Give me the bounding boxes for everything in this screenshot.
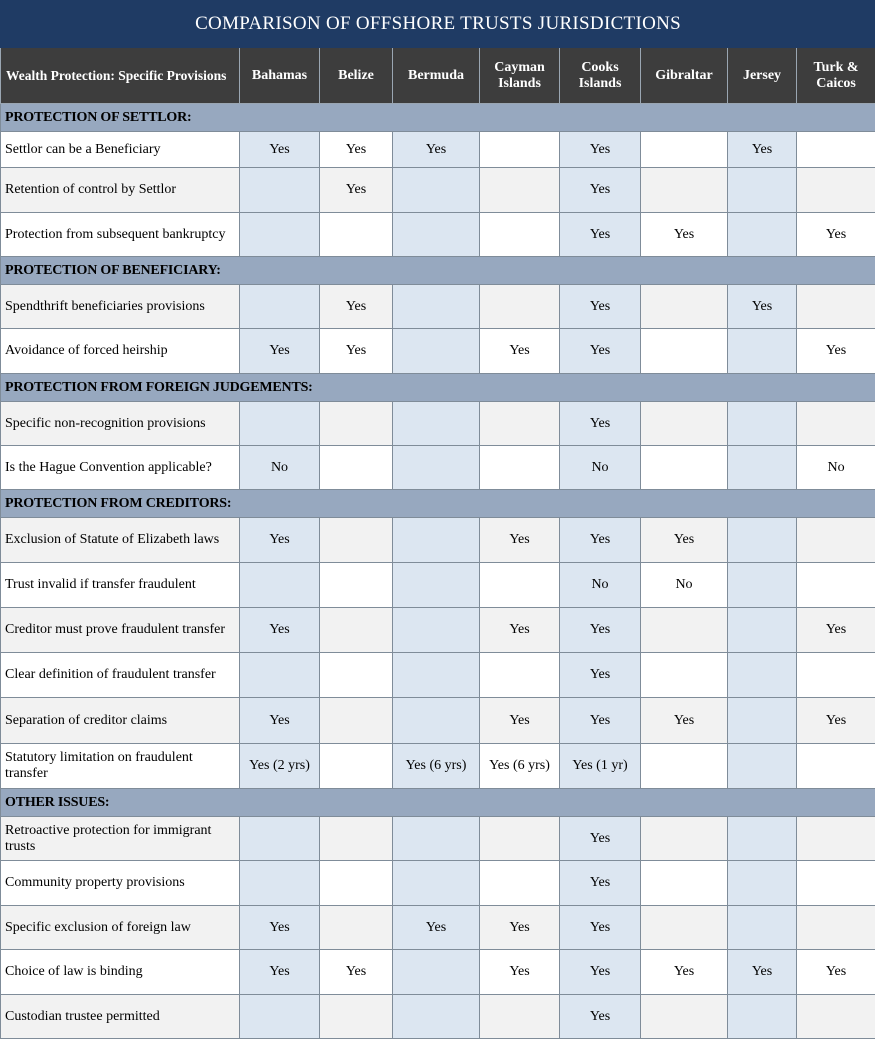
table-cell: Yes (728, 950, 797, 995)
table-body (1, 1, 875, 1039)
table-row (1, 995, 875, 1039)
table-cell (320, 906, 393, 950)
table-cell: Yes (560, 653, 641, 698)
table-cell (797, 285, 875, 329)
table-cell (393, 285, 480, 329)
table-cell: Yes (797, 213, 875, 257)
column-header: Gibraltar (641, 48, 728, 104)
table-cell: Yes (560, 608, 641, 653)
table-cell (641, 653, 728, 698)
table-cell (728, 518, 797, 563)
table-cell (641, 168, 728, 213)
table-cell (797, 168, 875, 213)
section-title: PROTECTION OF SETTLOR: (1, 104, 875, 132)
table-cell: Yes (560, 402, 641, 446)
table-cell: Yes (480, 329, 560, 374)
table-cell (641, 285, 728, 329)
header-row (1, 48, 875, 104)
table-cell (728, 329, 797, 374)
table-cell: Yes (393, 132, 480, 168)
table-cell: Yes (560, 168, 641, 213)
table-cell: Yes (797, 950, 875, 995)
table-cell: Yes (240, 698, 320, 744)
table-cell: Yes (240, 329, 320, 374)
row-label: Protection from subsequent bankruptcy (1, 213, 240, 257)
table-cell: Yes (797, 608, 875, 653)
table-row (1, 285, 875, 329)
row-label: Is the Hague Convention applicable? (1, 446, 240, 490)
table-cell (240, 817, 320, 861)
row-label: Avoidance of forced heirship (1, 329, 240, 374)
table-cell: Yes (797, 329, 875, 374)
table-cell (393, 329, 480, 374)
table-cell (240, 563, 320, 608)
table-cell: No (560, 446, 641, 490)
table-cell (797, 563, 875, 608)
table-row (1, 168, 875, 213)
section-header-row (1, 104, 875, 132)
table-cell (728, 402, 797, 446)
table-cell (480, 653, 560, 698)
table-row (1, 446, 875, 490)
column-header: Bermuda (393, 48, 480, 104)
table-cell: Yes (641, 698, 728, 744)
table-cell (480, 285, 560, 329)
table-cell (480, 817, 560, 861)
table-row (1, 402, 875, 446)
table-cell: Yes (560, 132, 641, 168)
table-cell (393, 446, 480, 490)
table-cell: Yes (480, 518, 560, 563)
table-cell: Yes (560, 285, 641, 329)
table-cell (728, 744, 797, 789)
column-header: Wealth Protection: Specific Provisions (1, 48, 240, 104)
column-header: Cayman Islands (480, 48, 560, 104)
table-cell (641, 906, 728, 950)
table-cell (797, 653, 875, 698)
table-cell (320, 653, 393, 698)
row-label: Separation of creditor claims (1, 698, 240, 744)
table-cell (320, 213, 393, 257)
table-cell: Yes (641, 950, 728, 995)
table-cell: Yes (6 yrs) (480, 744, 560, 789)
table-cell (240, 168, 320, 213)
column-header: Turk & Caicos (797, 48, 875, 104)
section-header-row (1, 490, 875, 518)
table-cell: No (240, 446, 320, 490)
table-cell (797, 518, 875, 563)
table-cell (240, 285, 320, 329)
section-header-row (1, 257, 875, 285)
table-cell: Yes (320, 168, 393, 213)
table-cell (393, 402, 480, 446)
table-cell (641, 995, 728, 1039)
table-cell (728, 446, 797, 490)
table-cell: Yes (560, 906, 641, 950)
table-cell (320, 446, 393, 490)
table-row (1, 329, 875, 374)
table-cell (480, 213, 560, 257)
table-cell (393, 653, 480, 698)
table-cell (393, 608, 480, 653)
column-header: Cooks Islands (560, 48, 641, 104)
table-cell: Yes (560, 950, 641, 995)
table-cell: No (641, 563, 728, 608)
row-label: Retention of control by Settlor (1, 168, 240, 213)
table-cell: No (797, 446, 875, 490)
table-cell: Yes (2 yrs) (240, 744, 320, 789)
table-cell (393, 518, 480, 563)
table-cell (393, 213, 480, 257)
table-cell: Yes (560, 329, 641, 374)
table-cell: Yes (1 yr) (560, 744, 641, 789)
table-cell (641, 446, 728, 490)
table-cell: Yes (240, 608, 320, 653)
table-cell: Yes (240, 132, 320, 168)
column-header: Bahamas (240, 48, 320, 104)
table-cell (320, 995, 393, 1039)
table-row (1, 698, 875, 744)
row-label: Clear definition of fraudulent transfer (1, 653, 240, 698)
table-row (1, 906, 875, 950)
table-row (1, 653, 875, 698)
table-cell: Yes (393, 906, 480, 950)
row-label: Creditor must prove fraudulent transfer (1, 608, 240, 653)
row-label: Settlor can be a Beneficiary (1, 132, 240, 168)
table-cell (320, 817, 393, 861)
row-label: Choice of law is binding (1, 950, 240, 995)
table-cell (728, 861, 797, 906)
section-title: PROTECTION OF BENEFICIARY: (1, 257, 875, 285)
table-cell (393, 861, 480, 906)
table-cell (728, 995, 797, 1039)
table-cell (393, 950, 480, 995)
table-cell (393, 563, 480, 608)
table-cell (480, 995, 560, 1039)
table-cell (797, 132, 875, 168)
table-row (1, 563, 875, 608)
table-cell: Yes (560, 698, 641, 744)
table-cell (480, 132, 560, 168)
table-cell (480, 402, 560, 446)
table-row (1, 213, 875, 257)
table-cell: Yes (480, 906, 560, 950)
table-row (1, 950, 875, 995)
table-cell (728, 698, 797, 744)
section-title: OTHER ISSUES: (1, 789, 875, 817)
table-cell (320, 861, 393, 906)
table-cell (320, 402, 393, 446)
table-cell (320, 698, 393, 744)
title-row (1, 1, 875, 48)
table-cell (641, 608, 728, 653)
table-cell (728, 213, 797, 257)
table-cell (240, 402, 320, 446)
table-cell (393, 817, 480, 861)
table-cell (320, 518, 393, 563)
table-cell (393, 995, 480, 1039)
table-cell: Yes (240, 906, 320, 950)
table-cell (641, 744, 728, 789)
row-label: Trust invalid if transfer fraudulent (1, 563, 240, 608)
table-cell (393, 698, 480, 744)
row-label: Community property provisions (1, 861, 240, 906)
table-cell (240, 861, 320, 906)
table-cell (797, 995, 875, 1039)
table-cell: Yes (480, 608, 560, 653)
table-cell (240, 995, 320, 1039)
section-title: PROTECTION FROM CREDITORS: (1, 490, 875, 518)
table-cell (240, 653, 320, 698)
table-cell (797, 402, 875, 446)
table-cell (728, 906, 797, 950)
table-cell: Yes (797, 698, 875, 744)
table-cell (641, 861, 728, 906)
section-title: PROTECTION FROM FOREIGN JUDGEMENTS: (1, 374, 875, 402)
row-label: Exclusion of Statute of Elizabeth laws (1, 518, 240, 563)
table-cell: Yes (728, 132, 797, 168)
table-cell: Yes (560, 861, 641, 906)
table-cell (320, 608, 393, 653)
row-label: Custodian trustee permitted (1, 995, 240, 1039)
column-header: Belize (320, 48, 393, 104)
table-cell: Yes (320, 132, 393, 168)
row-label: Specific non-recognition provisions (1, 402, 240, 446)
table-cell: Yes (240, 950, 320, 995)
table-title: COMPARISON OF OFFSHORE TRUSTS JURISDICTIONS (1, 1, 875, 48)
table-cell: No (560, 563, 641, 608)
row-label: Specific exclusion of foreign law (1, 906, 240, 950)
table-cell: Yes (6 yrs) (393, 744, 480, 789)
table-row (1, 518, 875, 563)
table-cell: Yes (480, 950, 560, 995)
table-cell (728, 168, 797, 213)
section-header-row (1, 374, 875, 402)
table-cell (728, 608, 797, 653)
table-cell: Yes (560, 995, 641, 1039)
section-header-row (1, 789, 875, 817)
row-label: Spendthrift beneficiaries provisions (1, 285, 240, 329)
table-cell: Yes (320, 285, 393, 329)
table-cell (728, 653, 797, 698)
table-row (1, 132, 875, 168)
column-header: Jersey (728, 48, 797, 104)
table-cell (797, 817, 875, 861)
table-cell: Yes (728, 285, 797, 329)
table-cell: Yes (641, 213, 728, 257)
table-cell (240, 213, 320, 257)
table-row (1, 744, 875, 789)
table-cell (641, 402, 728, 446)
table-cell: Yes (320, 950, 393, 995)
table-cell (480, 168, 560, 213)
table-cell (728, 563, 797, 608)
table-cell (480, 446, 560, 490)
table-cell (797, 744, 875, 789)
table-cell (320, 744, 393, 789)
table-row (1, 861, 875, 906)
row-label: Statutory limitation on fraudulent transfer (1, 744, 240, 789)
table-cell (641, 132, 728, 168)
table-row (1, 817, 875, 861)
table-cell (480, 861, 560, 906)
table-cell (797, 906, 875, 950)
table-cell: Yes (480, 698, 560, 744)
table-cell (728, 817, 797, 861)
table-cell (480, 563, 560, 608)
row-label: Retroactive protection for immigrant trusts (1, 817, 240, 861)
table-cell (641, 329, 728, 374)
table-cell: Yes (560, 213, 641, 257)
table-cell: Yes (320, 329, 393, 374)
table-cell (641, 817, 728, 861)
table-cell (320, 563, 393, 608)
table-row (1, 608, 875, 653)
table-cell: Yes (240, 518, 320, 563)
table-cell (393, 168, 480, 213)
table-cell: Yes (560, 817, 641, 861)
table-cell (797, 861, 875, 906)
table-cell: Yes (641, 518, 728, 563)
table-cell: Yes (560, 518, 641, 563)
